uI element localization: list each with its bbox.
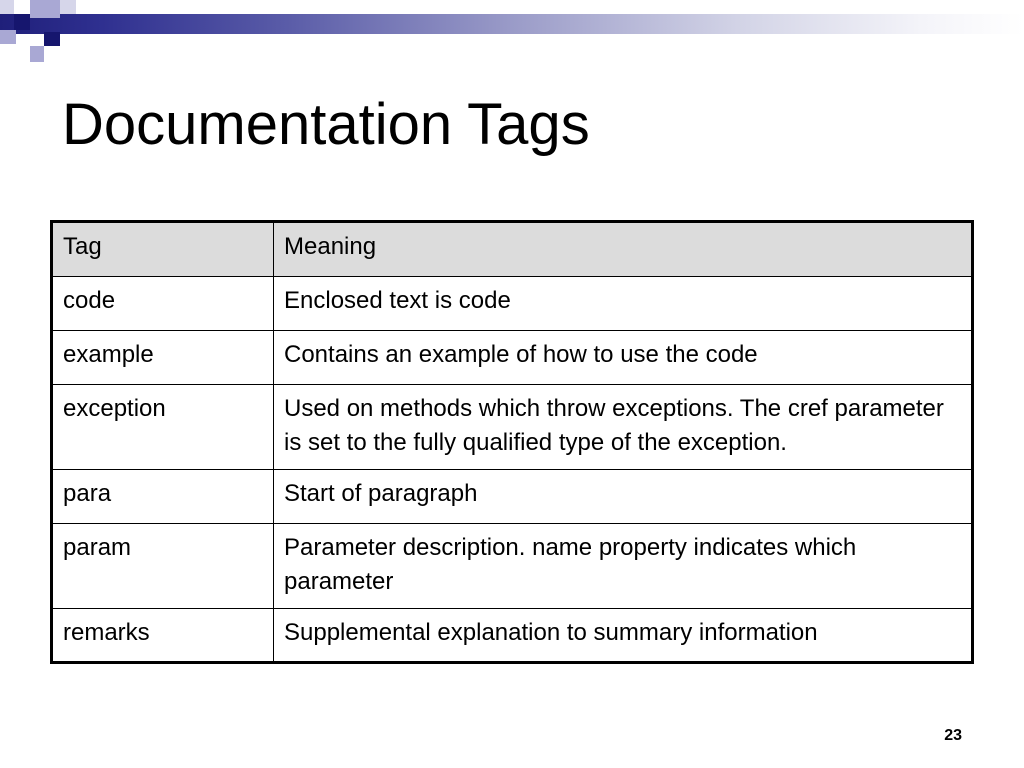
decor-square-light — [0, 0, 14, 14]
table-row — [52, 331, 973, 385]
documentation-tags-table — [50, 220, 974, 664]
tag-cell: example — [52, 331, 274, 385]
table-row — [52, 277, 973, 331]
column-header-meaning: Meaning — [274, 222, 973, 277]
decor-square-lavender — [0, 30, 16, 44]
decor-square-navy — [44, 32, 60, 46]
tag-cell: exception — [52, 385, 274, 470]
gradient-band — [0, 14, 1024, 34]
table-row — [52, 609, 973, 663]
tag-cell: code — [52, 277, 274, 331]
decor-square-navy — [14, 14, 30, 30]
meaning-cell: Start of paragraph — [274, 470, 973, 524]
decor-square-lavender — [30, 46, 44, 62]
decor-square-light — [60, 0, 76, 14]
meaning-cell: Used on methods which throw exceptions. The cref parameter is set to the fully qualified type of the exception. — [274, 385, 973, 470]
table-row — [52, 470, 973, 524]
meaning-cell: Parameter description. name property indicates which parameter — [274, 524, 973, 609]
meaning-cell: Enclosed text is code — [274, 277, 973, 331]
decor-square-lavender — [30, 0, 60, 18]
column-header-tag: Tag — [52, 222, 274, 277]
tag-cell: remarks — [52, 609, 274, 663]
table-row — [52, 385, 973, 470]
tag-cell: para — [52, 470, 274, 524]
page-number: 23 — [944, 727, 962, 744]
meaning-cell: Contains an example of how to use the code — [274, 331, 973, 385]
table-header-row — [52, 222, 973, 277]
tag-cell: param — [52, 524, 274, 609]
table-row — [52, 524, 973, 609]
slide-title: Documentation Tags — [62, 92, 590, 157]
meaning-cell: Supplemental explanation to summary information — [274, 609, 973, 663]
